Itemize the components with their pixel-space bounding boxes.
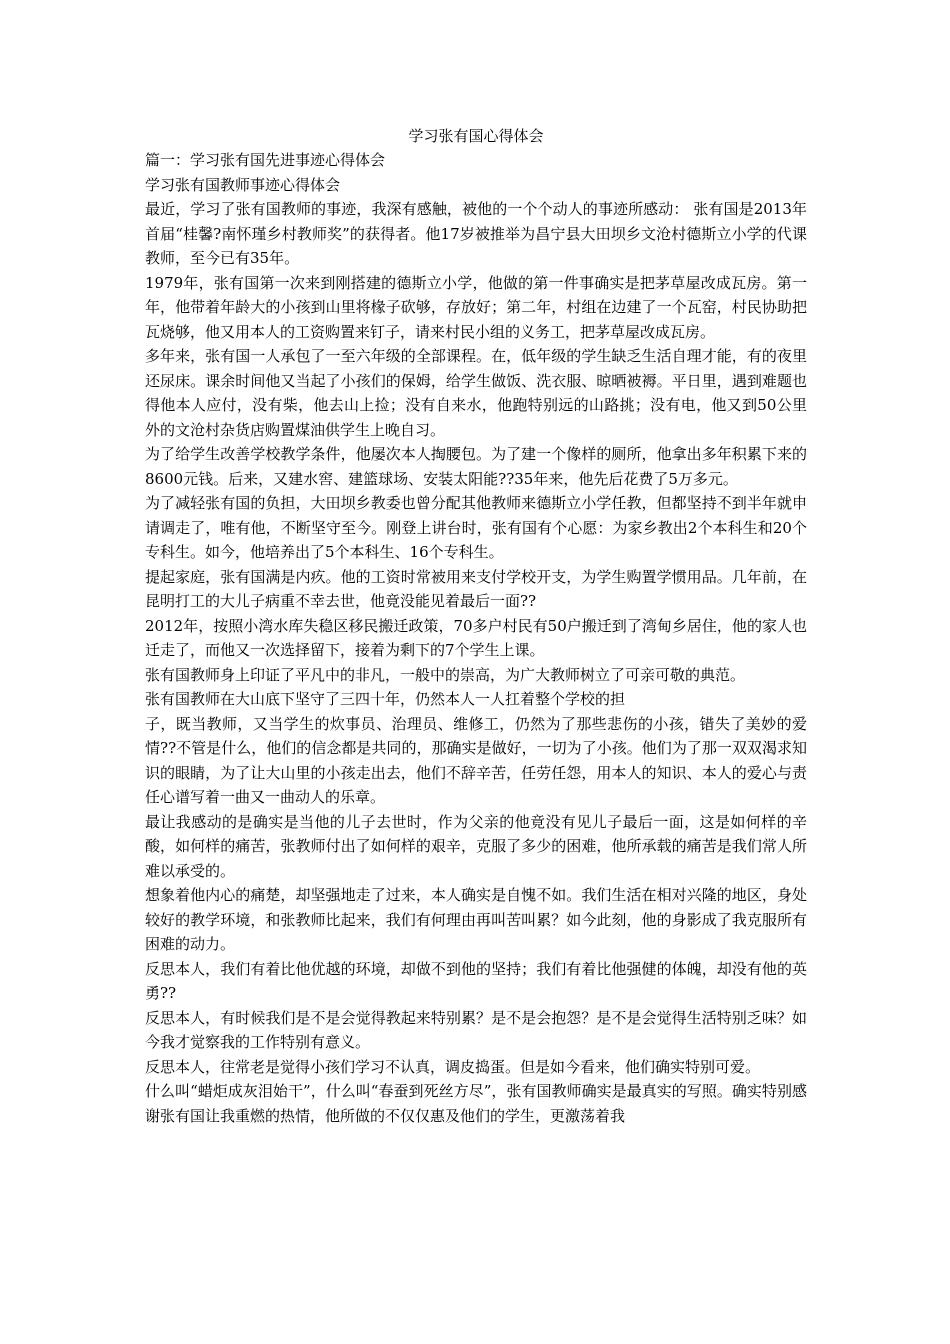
paragraph-5: 多年来，张有国一人承包了一至六年级的全部课程。在，低年级的学生缺乏生活自理才能，有的夜里还尿床。课余时间他又当起了小孩们的保姆，给学生做饭、洗衣服、晾晒被褥。平日里，遇到难题也得他本人应付，没有柴，他去山上捡；没有自来水，他跑特别远的山路挑；没有电，他又到50公里外的文沧村杂货店购置煤油供学生上晚自习。: [145, 347, 807, 439]
paragraph-8: 提起家庭，张有国满是内疚。他的工资时常被用来支付学校开支，为学生购置学惯用品。几年前，在昆明打工的大儿子病重不幸去世，他竟没能见着最后一面??: [145, 567, 807, 610]
paragraph-16: 反思本人，有时候我们是不是会觉得教起来特别累？是不是会抱怨？是不是会觉得生活特别乏味？如今我才觉察我的工作特别有意义。: [145, 1008, 807, 1051]
paragraph-1: 篇一：学习张有国先进事迹心得体会: [145, 151, 386, 169]
paragraph-15: 反思本人，我们有着比他优越的环境，却做不到他的坚持；我们有着比他强健的体魄，却没有他的英勇??: [145, 959, 807, 1002]
document-title: 学习张有国心得体会: [408, 127, 544, 145]
paragraph-13: 最让我感动的是确实是当他的儿子去世时，作为父亲的他竟没有见儿子最后一面，这是如何样的辛酸，如何样的痛苦，张教师付出了如何样的艰辛，克服了多少的困难，他所承载的痛苦是我们常人所难以承受的。: [145, 812, 807, 880]
paragraph-17: 反思本人，往常老是觉得小孩们学习不认真，调皮捣蛋。但是如今看来，他们确实特别可爱。: [145, 1057, 761, 1076]
paragraph-12: 子，既当教师，又当学生的炊事员、治理员、维修工，仍然为了那些悲伤的小孩，错失了美妙的爱情??不管是什么，他们的信念都是共同的，那确实是做好，一切为了小孩。他们为了那一双双渴求知识的眼睛，为了让大山里的小孩走出去，他们不辞辛苦，任劳任怨，用本人的知识、本人的爱心与责任心谱写着一曲又一曲动人的乐章。: [145, 714, 807, 806]
paragraph-11: 张有国教师在大山底下坚守了三四十年，仍然本人一人扛着整个学校的担: [145, 690, 626, 708]
paragraph-18: 什么叫“蜡炬成灰泪始干”，什么叫“春蚕到死丝方尽”，张有国教师确实是最真实的写照。确实特别感谢张有国让我重燃的热情，他所做的不仅仅惠及他们的学生，更激荡着我: [145, 1082, 807, 1125]
paragraph-6: 为了给学生改善学校教学条件，他屡次本人掏腰包。为了建一个像样的厕所，他拿出多年积累下来的8600元钱。后来，又建水窖、建篮球场、安装太阳能??35年来，他先后花费了5万多元。: [145, 445, 807, 488]
paragraph-9: 2012年，按照小湾水库失稳区移民搬迁政策，70多户村民有50户搬迁到了湾甸乡居住，他的家人也迁走了，而他又一次选择留下，接着为剩下的7个学生上课。: [145, 616, 807, 659]
paragraph-7: 为了减轻张有国的负担，大田坝乡教委也曾分配其他教师来德斯立小学任教，但都坚持不到半年就申请调走了，唯有他，不断坚守至今。刚登上讲台时，张有国有个心愿：为家乡教出2个本科生和20个专科生。如今，他培养出了5个本科生、16个专科生。: [145, 494, 807, 561]
paragraph-3: 最近，学习了张有国教师的事迹，我深有感触，被他的一个个动人的事迹所感动： 张有国是2013年首届“桂馨?南怀瑾乡村教师奖”的获得者。他17岁被推举为昌宁县大田坝乡文沧村德斯立小学的代课教师，至今已有35年。: [145, 200, 807, 267]
document-body: [145, 148, 807, 1128]
paragraph-14: 想象着他内心的痛楚，却坚强地走了过来，本人确实是自愧不如。我们生活在相对兴隆的地区，身处较好的教学环境，和张教师比起来，我们有何理由再叫苦叫累？如今此刻，他的身影成了我克服所有困难的动力。: [145, 886, 807, 953]
paragraph-2: 学习张有国教师事迹心得体会: [145, 175, 341, 194]
paragraph-4: 1979年，张有国第一次来到刚搭建的德斯立小学，他做的第一件事确实是把茅草屋改成瓦房。第一年，他带着年龄大的小孩到山里将椽子砍够，存放好；第二年，村组在边建了一个瓦窑，村民协助把瓦烧够，他又用本人的工资购置来钉子，请来村民小组的义务工，把茅草屋改成瓦房。: [145, 273, 807, 341]
paragraph-10: 张有国教师身上印证了平凡中的非凡，一般中的崇高，为广大教师树立了可亲可敬的典范。: [145, 665, 746, 684]
